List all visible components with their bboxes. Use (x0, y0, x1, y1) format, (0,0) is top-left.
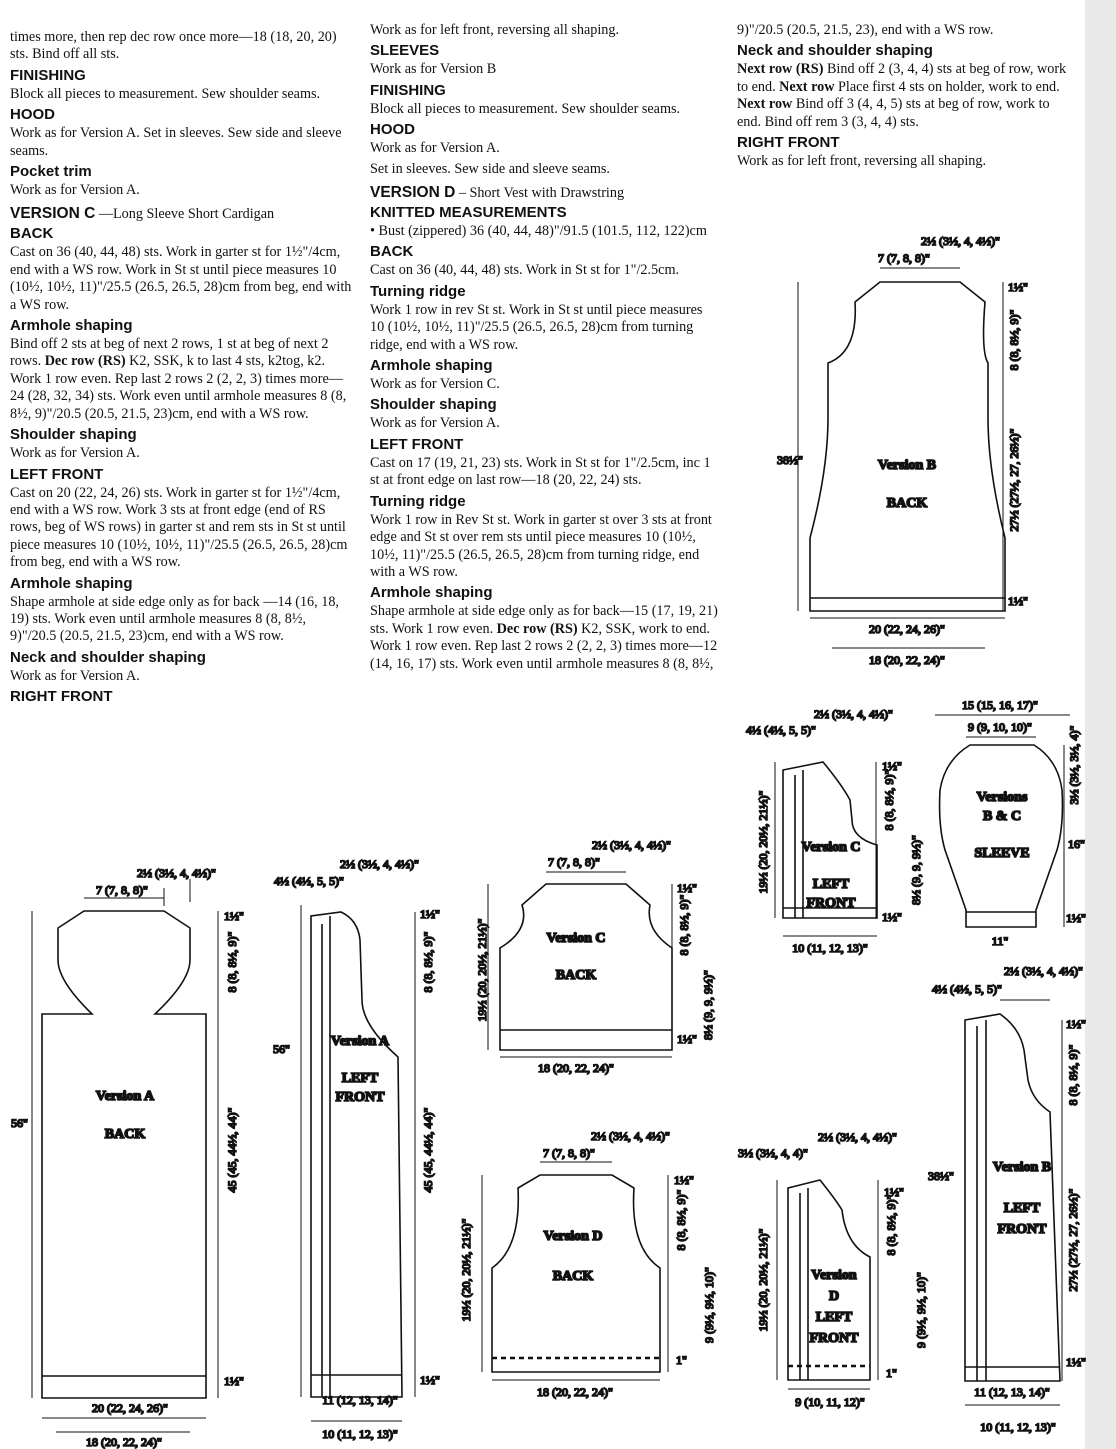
dimension-label: 18 (20, 22, 24)" (869, 653, 945, 667)
dimension-label: 2½ (3½, 4, 4½)" (814, 707, 893, 721)
dimension-label: Version B (992, 1160, 1052, 1175)
section-heading: Turning ridge (370, 492, 466, 510)
dimension-label: 8 (8, 8½, 9)" (674, 1189, 688, 1251)
dimension-label: 2½ (3½, 4, 4½)" (591, 1129, 670, 1143)
diagram-sleeve (935, 698, 1086, 948)
dimension-label: 8 (8, 8½, 9)" (677, 894, 691, 956)
section-heading: RIGHT FRONT (10, 688, 113, 706)
dimension-label: Version (811, 1268, 857, 1283)
paragraph: Work as for Version A. (10, 445, 140, 462)
dimension-label: Version B (877, 458, 937, 473)
dimension-label: Versions (976, 790, 1028, 805)
dimension-label: 2½ (3½, 4, 4½)" (592, 838, 671, 852)
dimension-label: 18 (20, 22, 24)" (538, 1061, 614, 1075)
dimension-label: B & C (982, 809, 1022, 824)
paragraph: Work as for Version A. (10, 667, 140, 684)
section-heading: BACK (10, 225, 54, 243)
paragraph: Cast on 36 (40, 44, 48) sts. Work in St st for 1"/2.5cm. (370, 262, 680, 279)
dimension-label: 8 (8, 8½, 9)" (884, 1194, 898, 1256)
diagram-version-d-left-front (738, 1130, 928, 1409)
section-heading: Turning ridge (370, 282, 466, 300)
paragraph: Work as for Version A. (370, 415, 500, 432)
dimension-label: Version A (330, 1034, 390, 1049)
section-heading: BACK (370, 243, 414, 261)
dimension-label: 2½ (3½, 4, 4½)" (818, 1130, 897, 1144)
dimension-label: 38½" (777, 453, 803, 467)
dimension-label: BACK (104, 1127, 146, 1142)
section-heading: Armhole shaping (10, 574, 133, 592)
dimension-label: 3½ (3½, 4, 4)" (738, 1146, 808, 1160)
dimension-label: 1" (886, 1366, 897, 1380)
dimension-label: FRONT (809, 1331, 859, 1346)
section-heading: FINISHING (10, 66, 86, 84)
section-heading: HOOD (10, 106, 55, 124)
paragraph: Next row (RS) Bind off 2 (3, 4, 4) sts at beg of row, work to end. Next row Place first 4 sts on holder, work to end. Next row Bind off 3 (4, 4, 5) sts at beg of row, work to end. Bind off rem 3 (3, 4, 4) sts. (737, 61, 1067, 130)
paragraph: Block all pieces to measurement. Sew shoulder seams. (10, 85, 321, 102)
paragraph: Bind off 2 sts at beg of next 2 rows, 1 st at beg of next 2 rows. Dec row (RS) K2, SSK, k to last 4 sts, k2tog, k2. Work 1 row even. Rep last 2 rows 2 (2, 2, 3) times more—24 (28, 32, 34) sts. Work even until armhole measures 8 (8, 8½, 9)"/20.5 (20.5, 21.5, 23)cm, end with a WS row. (10, 336, 347, 422)
paragraph: Work as for Version A. (10, 182, 140, 199)
dimension-label: 1½" (1066, 1355, 1086, 1369)
diagram-version-a-back (11, 866, 244, 1449)
dimension-label: FRONT (806, 896, 856, 911)
section-heading: Armhole shaping (370, 357, 493, 375)
dimension-label: BACK (886, 496, 928, 511)
dimension-label: 1½" (420, 1373, 440, 1387)
dimension-label: 8 (8, 8½, 9)" (1007, 309, 1021, 371)
dimension-label: 1½" (884, 1185, 904, 1199)
dimension-label: 4½ (4½, 5, 5)" (932, 982, 1002, 996)
dimension-label: 1½" (677, 1032, 697, 1046)
dimension-label: 11 (12, 13, 14)" (974, 1385, 1050, 1399)
diagram-version-c-back (475, 838, 715, 1075)
dimension-label: 1½" (1008, 594, 1028, 608)
dimension-label: Version C (801, 840, 861, 855)
version-heading: VERSION C —Long Sleeve Short Cardigan (10, 205, 275, 223)
section-heading: Pocket trim (10, 163, 92, 181)
paragraph: Work as for left front, reversing all shaping. (370, 22, 620, 38)
dimension-label: 20 (22, 24, 26)" (92, 1401, 168, 1415)
paragraph: Work 1 row in Rev St st. Work in garter st over 3 sts at front edge and St st over rem sts until piece measures 10 (10½, 10½, 11)"/25.5 (26.5, 26.5, 28)cm from turning ridge, end with a WS row. (370, 511, 712, 580)
dimension-label: 20 (22, 24, 26)" (869, 622, 945, 636)
dimension-label: 27½ (27½, 27, 26½)" (1007, 428, 1021, 532)
dimension-label: 19½ (20, 20½, 21½)" (756, 1228, 770, 1332)
dimension-label: D (828, 1289, 840, 1304)
dimension-label: 2½ (3½, 4, 4½)" (340, 857, 419, 871)
dimension-label: 7 (7, 8, 8)" (548, 855, 600, 869)
dimension-label: 10 (11, 12, 13)" (322, 1427, 398, 1441)
dimension-label: 4½ (4½, 5, 5)" (746, 723, 816, 737)
section-heading: Shoulder shaping (10, 426, 137, 444)
dimension-label: 16" (1068, 837, 1085, 851)
dimension-label: 11" (991, 934, 1009, 948)
dimension-label: 1½" (1066, 911, 1086, 925)
diagram-version-d-back (459, 1129, 716, 1399)
dimension-label: 1½" (674, 1173, 694, 1187)
dimension-label: 15 (15, 16, 17)" (962, 698, 1038, 712)
dimension-label: 11 (12, 13, 14)" (322, 1393, 398, 1407)
diagram-title: Version A (95, 1089, 155, 1104)
dimension-label: 8½ (9, 9, 9½)" (909, 835, 923, 905)
dimension-label: FRONT (335, 1090, 385, 1105)
dimension-label: 9 (9½, 9½, 10)" (914, 1272, 928, 1348)
diagram-version-b-back (777, 234, 1028, 667)
section-heading: SLEEVES (370, 42, 440, 60)
dimension-label: 9 (9½, 9½, 10)" (702, 1267, 716, 1343)
paragraph: 9)"/20.5 (20.5, 21.5, 23), end with a WS row. (737, 22, 994, 38)
dimension-label: LEFT (1003, 1201, 1041, 1216)
dimension-label: 7 (7, 8, 8)" (543, 1146, 595, 1160)
paragraph: Work as for Version A. Set in sleeves. Sew side and sleeve seams. (10, 125, 342, 159)
diagram-version-c-left-front (746, 707, 923, 955)
dimension-label: 7 (7, 8, 8)" (96, 883, 148, 897)
dimension-label: 1½" (1008, 280, 1028, 294)
dimension-label: 3½ (3½, 3½, 4)" (1067, 725, 1081, 805)
section-heading: Neck and shoulder shaping (10, 648, 206, 666)
paragraph: Work as for Version A. (370, 140, 500, 157)
dimension-label: 8 (8, 8½, 9)" (1066, 1044, 1080, 1106)
paragraph: times more, then rep dec row once more—18 (18, 20, 20) sts. Bind off all sts. (10, 29, 337, 63)
dimension-label: 9 (9, 10, 10)" (968, 720, 1032, 734)
dimension-label: 18 (20, 22, 24)" (537, 1385, 613, 1399)
dimension-label: 27½ (27½, 27, 26½)" (1066, 1188, 1080, 1292)
dimension-label: 8 (8, 8½, 9)" (421, 931, 435, 993)
paragraph: Cast on 17 (19, 21, 23) sts. Work in St st for 1"/2.5cm, inc 1 st at front edge on last row—18 (20, 22, 24) sts. (370, 454, 711, 489)
paragraph: Set in sleeves. Sew side and sleeve seams. (370, 160, 610, 177)
dimension-label: LEFT (341, 1071, 379, 1086)
dimension-label: 45 (45, 44½, 44)" (421, 1107, 435, 1193)
dimension-label: BACK (552, 1269, 594, 1284)
dimension-label: SLEEVE (974, 846, 1030, 861)
dimension-label: Version D (543, 1229, 603, 1244)
dimension-label: 1½" (420, 907, 440, 921)
paragraph: Shape armhole at side edge only as for back—15 (17, 19, 21) sts. Work 1 row even. Dec row (RS) K2, SSK, work to end. Work 1 row even. Rep last 2 rows 2 (2, 2, 3) times more—12 (14, 16, 17) sts. Work even until armhole measures 8 (8, 8½, (370, 603, 718, 672)
dimension-label: 9 (10, 11, 12)" (795, 1395, 865, 1409)
dimension-label: 56" (273, 1042, 290, 1056)
dimension-label: FRONT (997, 1222, 1047, 1237)
paragraph: Work as for Version B (370, 61, 497, 78)
paragraph: Work as for Version C. (370, 376, 500, 393)
paragraph: Work as for left front, reversing all shaping. (737, 153, 987, 170)
paragraph: Cast on 20 (22, 24, 26) sts. Work in garter st for 1½"/4cm, end with a WS row. Work 3 sts at front edge (end of RS rows, beg of WS rows) in garter st and rem sts in St st until piece measures 10 (10½, 10½, 11)"/25.5 (26.5, 26.5, 28)cm from beg, end with a WS row. (10, 484, 348, 571)
section-heading: LEFT FRONT (10, 465, 104, 483)
dimension-label: LEFT (812, 877, 850, 892)
dimension-label: 19½ (20, 20½, 21½)" (475, 918, 489, 1022)
dimension-label: 18 (20, 22, 24)" (86, 1435, 162, 1449)
dimension-label: Version C (546, 931, 606, 946)
dimension-label: 45 (45, 44½, 44)" (225, 1107, 239, 1193)
paragraph: Block all pieces to measurement. Sew shoulder seams. (370, 100, 681, 117)
dimension-label: 1" (676, 1353, 687, 1367)
dimension-label: 19½ (20, 20½, 21½)" (756, 790, 770, 894)
paragraph: Shape armhole at side edge only as for back —14 (16, 18, 19) sts. Work even until armhole measures 8 (8, 8½, 9)"/20.5 (20.5, 21.5, 23)cm, end with a WS row. (10, 593, 339, 645)
dimension-label: LEFT (815, 1310, 853, 1325)
dimension-label: 38½" (928, 1169, 954, 1183)
section-heading: HOOD (370, 121, 415, 139)
dimension-label: 1½" (677, 881, 697, 895)
dimension-label: 10 (11, 12, 13)" (980, 1420, 1056, 1434)
dimension-label: 1½" (224, 1374, 244, 1388)
diagram-version-a-left-front (273, 857, 440, 1441)
section-heading: RIGHT FRONT (737, 134, 840, 152)
section-heading: LEFT FRONT (370, 435, 464, 453)
dimension-label: 8½ (9, 9, 9½)" (701, 970, 715, 1040)
section-heading: Shoulder shaping (370, 396, 497, 414)
paragraph: • Bust (zippered) 36 (40, 44, 48)"/91.5 (101.5, 112, 122)cm (370, 223, 707, 240)
section-heading: Armhole shaping (10, 317, 133, 335)
dimension-label: 56" (11, 1116, 28, 1130)
dimension-label: 4½ (4½, 5, 5)" (274, 874, 344, 888)
diagram-version-b-left-front (928, 964, 1086, 1434)
dimension-label: BACK (555, 968, 597, 983)
dimension-label: 8 (8, 8½, 9)" (225, 931, 239, 993)
dimension-label: 1½" (224, 909, 244, 923)
section-heading: KNITTED MEASUREMENTS (370, 204, 567, 222)
section-heading: FINISHING (370, 81, 446, 99)
dimension-label: 2½ (3½, 4, 4½)" (921, 234, 1000, 248)
dimension-label: 1½" (1066, 1017, 1086, 1031)
section-heading: Neck and shoulder shaping (737, 42, 933, 60)
paragraph: Cast on 36 (40, 44, 48) sts. Work in garter st for 1½"/4cm, end with a WS row. Work in St st until piece measures 10 (10½, 10½, 11)"/25.5 (26.5, 26.5, 28)cm from beg, end with a WS row. (10, 244, 352, 313)
version-heading: VERSION D – Short Vest with Drawstring (370, 184, 625, 202)
dimension-label: 1½" (882, 910, 902, 924)
dimension-label: 2½ (3½, 4, 4½)" (137, 866, 216, 880)
section-heading: Armhole shaping (370, 584, 493, 602)
dimension-label: 1½" (882, 759, 902, 773)
dimension-label: 19½ (20, 20½, 21½)" (459, 1218, 473, 1322)
dimension-label: 10 (11, 12, 13)" (792, 941, 868, 955)
paragraph: Work 1 row in rev St st. Work in St st until piece measures 10 (10½, 10½, 11)"/25.5 (26.5, 26.5, 28)cm from turning ridge, end with a WS row. (370, 301, 703, 353)
dimension-label: 8 (8, 8½, 9)" (882, 769, 896, 831)
dimension-label: 2½ (3½, 4, 4½)" (1004, 964, 1083, 978)
dimension-label: 7 (7, 8, 8)" (878, 251, 930, 265)
